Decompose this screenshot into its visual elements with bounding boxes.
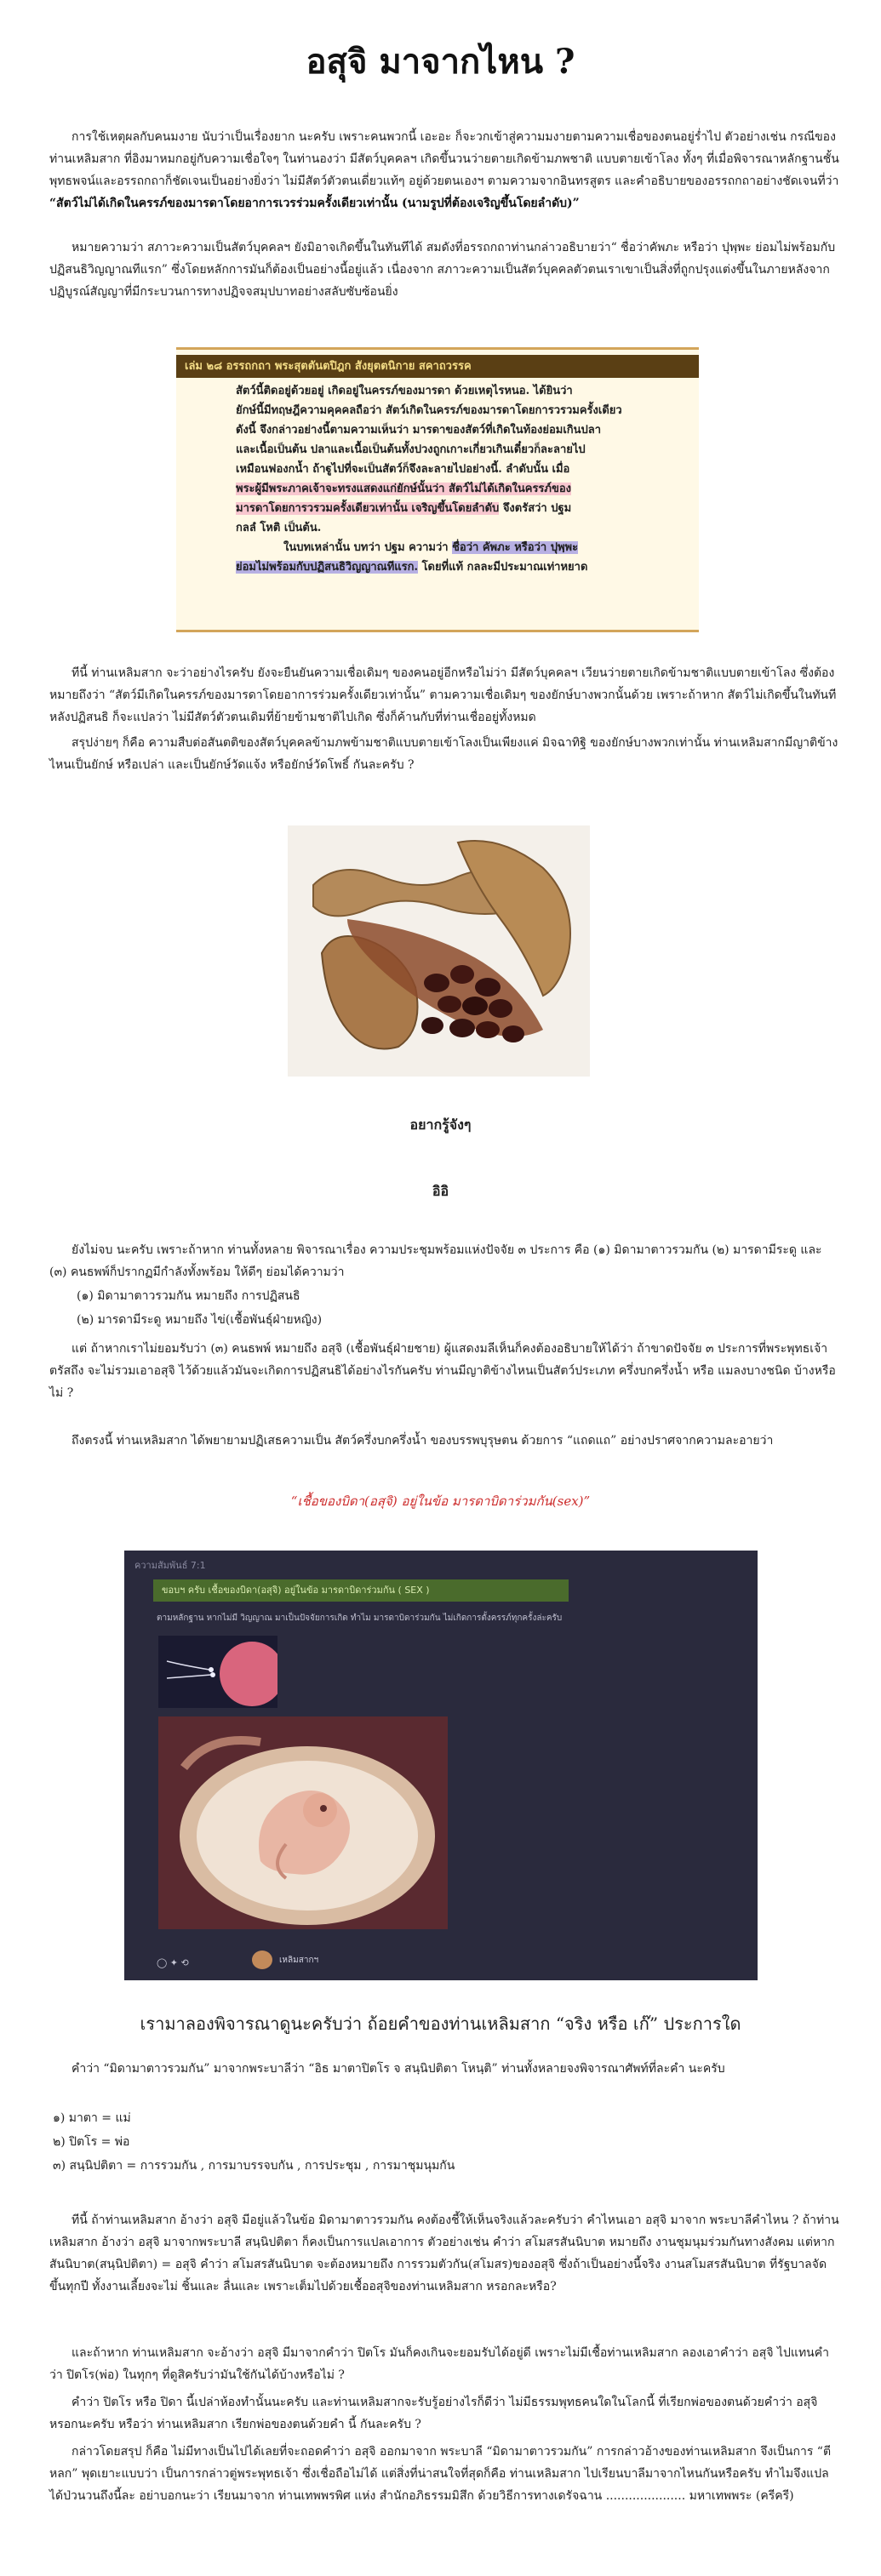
body-paragraph-6: แต่ ถ้าหากเราไม่ยอมรับว่า (๓) คนธพพ์ หมายถึง อสุจิ (เชื้อพันธุ์ฝ่ายชาย) ผู้แสดงมลีเห็นก็คงต้องอธิบายให้ได้ว่า ถ้าขาดปัจจัย ๓ ประการที่พระพุทธเจ้าตรัสถึง จะไม่รวมเอาอสุจิ ไว้ด้วยแล้วมันจะเกิดการปฏิสนธิได้อย่างไรกันครับ ท่านมีญาติข้างไหนเป็นสัตว์ประเภท ครึ่งบกครึ่งน้ำ หรือ แมลงบางชนิด บ้างหรือไม่ ? — [49, 1342, 836, 1400]
video-controls[interactable]: ◯ ✦ ⟲ — [157, 1957, 189, 1968]
body-paragraph-11: คำว่า ปิตโร หรือ ปิดา นี้เปล่าห้องทำนั้นนะครับ และท่านเหลิมสากจะรับรู้อย่างไรก็ดีว่า ไม่มีธรรมพุทธคนใดในโลกนี้ ที่เรียกพ่อของตนด้วยคำว่า อสุจิ หรอกนะครับ หรือว่า ท่านเหลิมสาก เรียกพ่อของตนด้วยคำ นี้ กันละครับ ? — [49, 2396, 818, 2431]
video-screenshot — [124, 1551, 758, 1980]
body-paragraph-5: ยังไม่จบ นะครับ เพราะถ้าหาก ท่านทั้งหลาย พิจารณาเรื่อง ความประชุมพร้อมแห่งปัจจัย ๓ ประการ คือ (๑) มิดามาตาวรวมกัน (๒) มารดามีระดู และ (๓) คนธพพ์ก็ปรากฏมีกำลังทั้งพร้อม ให้ดีๆ ย่อมได้ความว่า — [49, 1243, 822, 1279]
body-paragraph-10: และถ้าหาก ท่านเหลิมสาก จะอ้างว่า อสุจิ มีมาจากคำว่า ปิตโร มันก็คงเกินจะยอมรับได้อยู่ดี เพราะไม่มีเชื้อท่านเหลิมสาก ลองเอาคำว่า อสุจิ ไปแทนคำว่า ปิตโร(พ่อ) ในทุกๆ ที่ดูสิครับว่ามันใช้กันได้บ้างหรือไม่ ? — [49, 2346, 829, 2382]
video-subtitle: ตามหลักฐาน หากไม่มี วิญญาณ มาเป็นปัจจัยการเกิด ทำไม มารดาบิดาร่วมกัน ไม่เกิดการตั้งครรภ์ทุกครั้งล่ะครับ — [157, 1614, 563, 1623]
scripture-body — [176, 378, 699, 577]
photo-caption: อยากรู้จังๆ — [409, 1117, 472, 1133]
intro-text-1: การใช้เหตุผลกับคนมงาย นับว่าเป็นเรื่องยาก นะครับ เพราะคนพวกนี้ เอะอะ ก็จะวกเข้าสู่ความมงายตามความเชื่อของตนอยู่ร่ำไป ตัวอย่างเช่น กรณีของท่านเหลิมสาก ที่อิงมาหมกอยู่กับความเชื่อใจๆ ในท่านองว่า มีสัตว์บุคคลฯ เกิดขึ้นวนว่ายตายเกิดข้ามภพชาติ แบบตายเข้าโลง ทั้งๆ ที่เมื่อพิจารณาหลักฐานชั้นพุทธพจน์และอรรถกถาก็ชัดเจนเป็นอย่างยิ่งว่า ไม่มีสัตว์ตัวตนเดี่ยวแท้ๆ อยู่ด้วยตนเองฯ ตามความจากอินทรสูตร และคำอธิบายของอรรถกถาอย่างชัดเจนที่ว่า — [49, 130, 839, 188]
intro-paragraph-2: หมายความว่า สภาวะความเป็นสัตว์บุคคลฯ ยังมิอาจเกิดขึ้นในทันทีได้ สมดังที่อรรถกถาท่านกล่าวอธิบายว่า“ ชื่อว่าคัพภะ หรือว่า ปุพฺพะ ย่อมไม่พร้อมกับปฏิสนธิวิญญาณทีแรก” ซึ่งโดยหลักการมันก็ต้องเป็นอย่างนี้อยู่แล้ว เนื่องจาก สภาวะความเป็นสัตว์บุคคลตัวตนเราเขาเป็นสิ่งที่ถูกปรุงแต่งขึ้นในภายหลังจาก ปฏิบูรณ์สัญญาที่มีกระบวนการทางปฏิจจสมุปบาทอย่างสลับซับซ้อนยิ่ง — [49, 241, 836, 299]
body-paragraph-12: กล่าวโดยสรุป ก็คือ ไม่มีทางเป็นไปได้เลยที่จะถอดคำว่า อสุจิ ออกมาจาก พระบาลี “มิดามาตาวรวมกัน” การกล่าวอ้างของท่านเหลิมสาก จึงเป็นการ “ตีหลก” พุดเยาะแบบว่า เป็นการกล่าวตู่พระพุทธเจ้า ซึ่งเชื่อถือไม่ได้ แต่สิ่งที่น่าสนใจที่สุดก็คือ ท่านเหลิมสาก ไปเรียนบาลีมาจากไหนกันหรือครับ ทำไมจึงแปลได้ป่วนวนถึงนี้ละ อย่าบอกนะว่า เรียนมาจาก ท่านเทพพรพิศ แห่ง สำนักอภิธรรมมิสึก ด้วยวิธีการทางเดรัจฉาน ..................... มหาเทพพระ (ครีครี) — [49, 2445, 832, 2503]
pink-highlight: พระผู้มีพระภาคเจ้าจะทรงแสดงแก่ยักษ์นั้นว่า สัตว์ไม่ได้เกิดในครรภ์ของ — [236, 483, 572, 495]
tamarind-photo — [288, 825, 590, 1077]
scripture-line-highlight — [236, 479, 687, 499]
scripture-excerpt — [176, 347, 699, 632]
scripture-header: เล่ม ๒๘ อรรถกถา พระสุตตันตปิฎก สังยุตตนิกาย สคาถวรรค — [176, 355, 699, 378]
scripture-line: ดังนี้ จึงกล่าวอย่างนี้ตามความเห็นว่า มารดาของสัตว์ที่เกิดในท้องย่อมเกินปลา — [236, 424, 602, 437]
list-item: (๑) มิดามาตาวรวมกัน หมายถึง การปฏิสนธิ — [77, 1289, 300, 1303]
pink-highlight: มารดาโดยการวรวมครั้งเดียวเท่านั้น เจริญขึ้นโดยลำดับ — [236, 502, 500, 515]
video-tab-label: ความสัมพันธ์ 7:1 — [134, 1560, 206, 1571]
purple-highlight: ชื่อว่า คัพภะ หรือว่า ปุพฺพะ — [452, 541, 579, 554]
body-paragraph-3: ทีนี้ ท่านเหลิมสาก จะว่าอย่างไรครับ ยังจะยืนยันความเชื่อเดิมๆ ของคนอยู่อีกหรือไม่ว่า มีสัตว์บุคคลฯ เวียนว่ายตายเกิดข้ามชาติแบบตายเข้าโลง ซึ่งต้องหมายถึงว่า “สัตว์มีเกิดในครรภ์ของมารดาโดยอาการร่วมครั้งเดียวเท่านั้น” ตามความเชื่อเดิมๆ ของยักษ์บางพวกนั้นด้วย เพราะถ้าหาก สัตว์ไม่เกิดขึ้นในทันทีหลังปฏิสนธิ ก็จะแปลว่า ไม่มีสัตว์ตัวตนเดิมที่ย้ายข้ามชาติไปเกิด ซึ่งก็ค้านกับที่ท่านเชื่ออยู่ทั้งหมด — [49, 666, 837, 724]
list-item: ๒) ปิตโร = พ่อ — [53, 2135, 130, 2149]
embryo-illustration — [158, 1716, 448, 1929]
list-item: (๒) มารดามีระดู หมายถึง ไข่(เชื้อพันธุ์ฝ่ายหญิง) — [77, 1313, 323, 1327]
list-item: ๑) มาตา = แม่ — [53, 2111, 131, 2125]
scripture-line: กลลํ โหติ เป็นต้น. — [236, 522, 322, 534]
purple-highlight: ย่อมไม่พร้อมกับปฏิสนธิวิญญาณทีแรก. — [236, 561, 419, 574]
body-paragraph-9: ทีนี้ ถ้าท่านเหลิมสาก อ้างว่า อสุจิ มีอยู่แล้วในข้อ มิดามาตาวรวมกัน คงต้องชี้ให้เห็นจริงแล้วละครับว่า คำไหนเอา อสุจิ มาจาก พระบาลีคำไหน ? ถ้าท่านเหลิมสาก อ้างว่า อสุจิ มาจากพระบาลี สนฺนิปติตา ก็คงเป็นการแปลเอาการ ตัวอย่างเช่น คำว่า สโมสรสันนิบาต หมายถึง งานชุมนุมร่วมกันทางสังคม แต่หาก สันนิบาต(สนฺนิปติตา) = อสุจิ คำว่า สโมสรสันนิบาต จะต้องหมายถึง การรวมตัวกัน(สโมสร)ของอสุจิ ซึ่งถ้าเป็นอย่างนี้จริง งานสโมสรสันนิบาต ที่รัฐบาลจัดขึ้นทุกปี ทั้งงานเลี้ยงจะไม่ ชิ้นและ ลื่นและ เพราะเต็มไปด้วยเชื้ออสุจิของท่านเหลิมสาก หรอกละหรือ? — [49, 2213, 839, 2293]
tamarind-illustration — [288, 825, 590, 1077]
scripture-text: ในบทเหล่านั้น บทว่า ปฐม ความว่า — [283, 541, 449, 554]
body-paragraph-4: สรุปง่ายๆ ก็คือ ความสืบต่อสันตติของสัตว์บุคคลข้ามภพข้ามชาติแบบตายเข้าโลงเป็นเพียงแค่ มิจฉาทิฐิ ของยักษ์บางพวกเท่านั้น ท่านเหลิมสากมีญาติข้างไหนเป็นยักษ์ หรือเปล่า และเป็นยักษ์วัดแจ้ง หรือยักษ์วัดโพธิ์ กันละครับ ? — [49, 736, 838, 772]
page-title: อสุจิ มาจากไหน ? — [306, 42, 575, 82]
intro-quote: “สัตว์ไม่ได้เกิดในครรภ์ของมารดาโดยอาการเวรร่วมครั้งเดียวเท่านั้น (นามรูปที่ต้องเจริญขึ้นโดยลำดับ)” — [49, 197, 580, 210]
scripture-line: และเนื้อเป็นต้น ปลาและเนื้อเป็นต้นทั้งปวงถูกเกาะเกี่ยวเกินเดี๋ยวก็ละลายไป — [236, 443, 586, 456]
list-item: ๓) สนฺนิปติตา = การรวมกัน , การมาบรรจบกัน , การประชุม , การมาชุมนุมกัน — [53, 2159, 455, 2173]
scripture-line: สัตว์นี้ติดอยู่ด้วยอยู่ เกิดอยู่ในครรภ์ของมารดา ด้วยเหตุไรหนอ. ได้ยินว่า — [236, 385, 573, 397]
body-paragraph-8: คำว่า “มิดามาตาวรวมกัน” มาจากพระบาลีว่า “อิธ มาตาปิตโร จ สนฺนิปติตา โหนฺติ” ท่านทั้งหลายจงพิจารณาศัพท์ที่ละคำ นะครับ — [72, 2062, 725, 2076]
scripture-line: เหมือนฟองกน้ำ ถ้าฐูไปที่จะเป็นสัตว์ก็จึงละลายไปอย่างนี้. ลำดับนั้น เมื่อ — [236, 463, 570, 476]
scripture-line-highlight — [236, 499, 687, 518]
video-user: เหลิมสากฯ — [279, 1956, 319, 1965]
scripture-text: โดยที่แท้ กลละมีประมาณเท่าหยาด — [421, 561, 588, 574]
section-heading: เรามาลองพิจารณาดูนะครับว่า ถ้อยคำของท่านเหลิมสาก “จริง หรือ เก๊” ประการใด — [140, 2013, 741, 2034]
scripture-line-highlight — [236, 538, 687, 557]
red-quote: “เชื้อของบิดา(อสุจิ) อยู่ในข้อ มารดาบิดาร่วมกัน(sex)” — [290, 1494, 591, 1509]
body-paragraph-7: ถึงตรงนี้ ท่านเหลิมสาก ได้พยายามปฏิเสธความเป็น สัตว์ครึ่งบกครึ่งน้ำ ของบรรพบุรุษตน ด้วยการ “แถดแถ” อย่างปราศจากความละอายว่า — [72, 1434, 774, 1448]
scripture-text: จึงตรัสว่า ปฐม — [502, 502, 572, 515]
intro-paragraph-1 — [49, 126, 841, 214]
scripture-line: ยักษ์นี้มีทฤษฎีความคุคคลถือว่า สัตว์เกิดในครรภ์ของมารดาโดยการวรวมครั้งเดียว — [236, 404, 622, 417]
scripture-line-highlight — [236, 557, 687, 577]
sperm-egg-illustration — [158, 1636, 277, 1708]
photo-caption-2: อิอิ — [432, 1183, 449, 1199]
video-caption-bar: ขอบฯ ครับ เชื้อของบิดา(อสุจิ) อยู่ในข้อ มารดาบิดาร่วมกัน ( SEX ) — [153, 1579, 569, 1602]
avatar — [252, 1951, 272, 1969]
